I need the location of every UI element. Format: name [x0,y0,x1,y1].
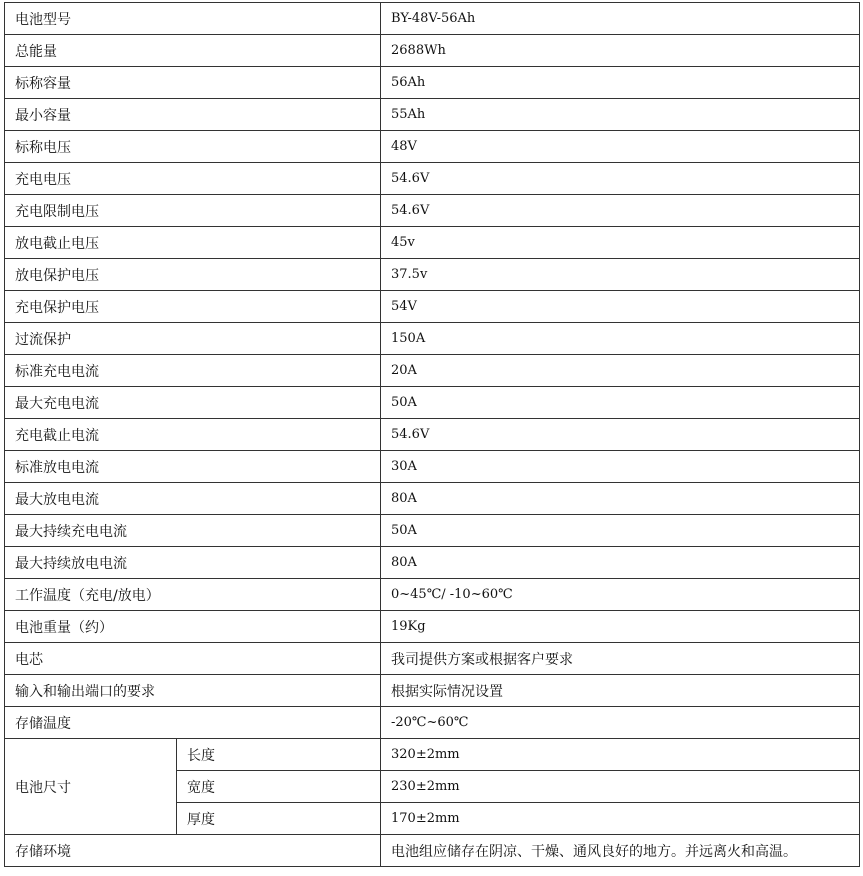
table-row [5,67,860,99]
table-row [5,387,860,419]
dimension-label: 厚度 [177,803,381,835]
spec-value: 54.6V [381,419,860,451]
table-row [5,643,860,675]
table-row [5,195,860,227]
table-row [5,675,860,707]
spec-value: 50A [381,387,860,419]
table-row [5,35,860,67]
spec-value: 0~45℃/ -10~60℃ [381,579,860,611]
spec-value: 2688Wh [381,35,860,67]
spec-value: 80A [381,547,860,579]
spec-label: 最大放电电流 [5,483,381,515]
spec-label: 充电限制电压 [5,195,381,227]
table-row [5,579,860,611]
table-row [5,739,860,771]
spec-value: 54.6V [381,195,860,227]
dimension-value: 320±2mm [381,739,860,771]
spec-value: 54.6V [381,163,860,195]
spec-label: 最大持续充电电流 [5,515,381,547]
spec-value: -20℃~60℃ [381,707,860,739]
table-row [5,835,860,867]
spec-label: 充电截止电流 [5,419,381,451]
table-row [5,355,860,387]
spec-label: 过流保护 [5,323,381,355]
table-row [5,451,860,483]
spec-label: 电池重量（约） [5,611,381,643]
table-row [5,99,860,131]
table-row [5,227,860,259]
spec-value: 37.5v [381,259,860,291]
spec-label: 输入和输出端口的要求 [5,675,381,707]
spec-label: 充电保护电压 [5,291,381,323]
spec-value: 55Ah [381,99,860,131]
spec-label: 最大充电电流 [5,387,381,419]
spec-value: 20A [381,355,860,387]
dimension-label: 长度 [177,739,381,771]
spec-value: 30A [381,451,860,483]
dimension-value: 230±2mm [381,771,860,803]
spec-label: 标称电压 [5,131,381,163]
table-row [5,483,860,515]
dimension-value: 170±2mm [381,803,860,835]
spec-label: 标准放电电流 [5,451,381,483]
table-row [5,419,860,451]
table-row [5,3,860,35]
spec-label: 放电保护电压 [5,259,381,291]
table-row [5,259,860,291]
spec-value: 我司提供方案或根据客户要求 [381,643,860,675]
spec-label: 最大持续放电电流 [5,547,381,579]
spec-label: 标称容量 [5,67,381,99]
spec-label: 总能量 [5,35,381,67]
spec-label: 电芯 [5,643,381,675]
spec-label: 放电截止电压 [5,227,381,259]
table-row [5,323,860,355]
table-row [5,291,860,323]
spec-value: 80A [381,483,860,515]
spec-label: 工作温度（充电/放电） [5,579,381,611]
table-row [5,131,860,163]
table-row [5,163,860,195]
table-row [5,547,860,579]
dimension-label: 宽度 [177,771,381,803]
spec-value: 56Ah [381,67,860,99]
spec-label: 存储温度 [5,707,381,739]
spec-value: 45v [381,227,860,259]
spec-value: 19Kg [381,611,860,643]
spec-value: BY-48V-56Ah [381,3,860,35]
battery-spec-table [4,2,860,867]
table-row [5,515,860,547]
spec-value: 根据实际情况设置 [381,675,860,707]
spec-label: 电池型号 [5,3,381,35]
spec-value: 电池组应储存在阴凉、干燥、通风良好的地方。并远离火和高温。 [381,835,860,867]
spec-label: 充电电压 [5,163,381,195]
spec-label: 存储环境 [5,835,381,867]
table-row [5,707,860,739]
spec-value: 50A [381,515,860,547]
spec-value: 48V [381,131,860,163]
dimensions-label: 电池尺寸 [5,739,177,835]
spec-value: 150A [381,323,860,355]
spec-label: 最小容量 [5,99,381,131]
spec-label: 标准充电电流 [5,355,381,387]
spec-value: 54V [381,291,860,323]
table-row [5,611,860,643]
